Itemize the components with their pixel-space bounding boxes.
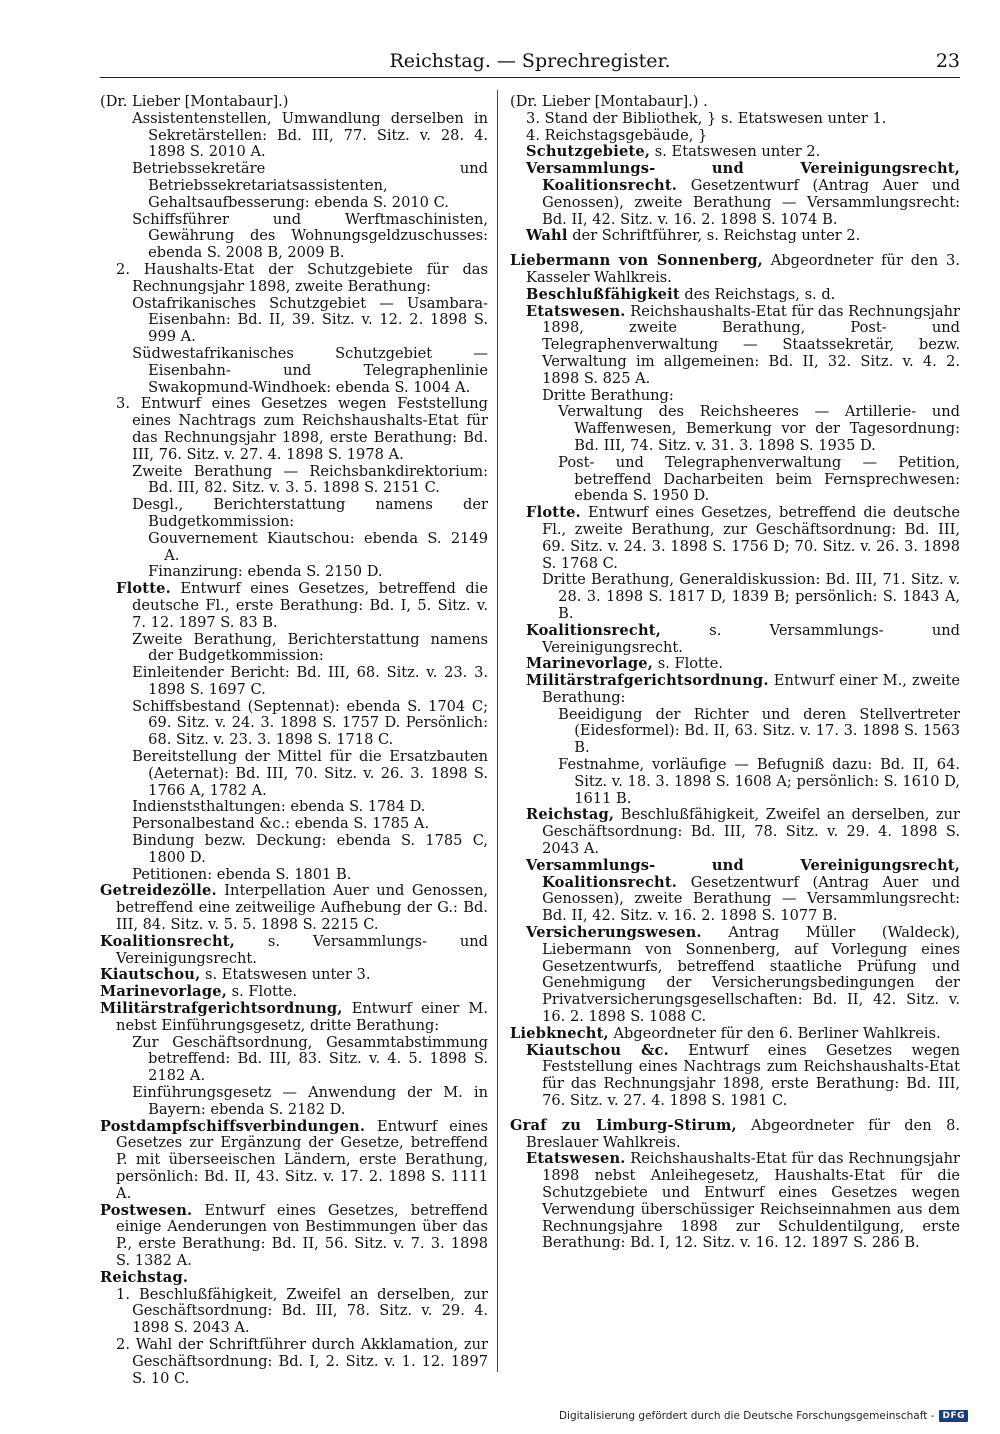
entry-text: Entwurf eines Gesetzes wegen Feststellung eines Nachtrags zum Reichshaushalts-Etat für das Rechnungsjahr 1898, erste Berathung: Bd. III, 76. Sitz. v. 27. 4. 1898 S. 1981 C. (542, 1041, 960, 1110)
entry-keyword: Versicherungswesen. (526, 924, 702, 942)
entry-keyword: Reichstag, (526, 806, 615, 824)
dfg-logo: DFG (939, 1410, 968, 1422)
index-entry (526, 656, 960, 673)
index-entry (510, 94, 960, 111)
index-entry (132, 665, 488, 699)
entry-keyword: Koalitionsrecht, (526, 621, 662, 639)
index-entry (100, 1001, 488, 1035)
entry-text: Ostafrikanisches Schutzgebiet — Usambara-Eisenbahn: Bd. II, 39. Sitz. v. 12. 2. 1898 S. 999 A. (132, 294, 488, 346)
entry-text: Abgeordneter für den 6. Berliner Wahlkreis. (608, 1024, 941, 1042)
entry-text: Interpellation Auer und Genossen, betreffend eine zeitweilige Aufhebung der G.: Bd. III, 84. Sitz. v. 5. 5. 1898 S. 2215 C. (116, 882, 488, 934)
index-entry (132, 833, 488, 867)
entry-keyword: Militärstrafgerichtsordnung, (100, 1000, 343, 1018)
index-entry (526, 161, 960, 228)
entry-text: Personalbestand &c.: ebenda S. 1785 A. (132, 815, 430, 833)
entry-text: Beschlußfähigkeit, Zweifel an derselben, zur Geschäftsordnung: Bd. III, 78. Sitz. v. 29. 4. 1898 S. 2043 A. (542, 806, 960, 858)
index-entry (132, 1035, 488, 1085)
index-entry (526, 858, 960, 925)
entry-text: des Reichstags, s. d. (679, 285, 836, 303)
index-entry (526, 505, 960, 572)
entry-text: Bindung bezw. Deckung: ebenda S. 1785 C, 1800 D. (132, 832, 488, 866)
index-entry (510, 1118, 960, 1152)
column-divider (497, 90, 498, 1372)
running-title: Reichstag. — Sprechregister. (389, 50, 671, 72)
entry-keyword: Postdampfschiffsverbindungen. (100, 1117, 366, 1135)
entry-text: Einleitender Bericht: Bd. III, 68. Sitz. v. 23. 3. 1898 S. 1697 C. (132, 664, 488, 698)
index-entry (526, 144, 960, 161)
entry-text: Gesetzentwurf (Antrag Auer und Genossen), zweite Berathung — Versammlungsrecht: Bd. II, 42. Sitz. v. 16. 2. 1898 S. 1077 B. (542, 873, 960, 925)
entry-text: Desgl., Berichterstattung namens der Budgetkommission: (132, 496, 488, 530)
entry-keyword: Schutzgebiete, (526, 143, 651, 161)
entry-text: Entwurf eines Gesetzes zur Ergänzung der Gesetze, betreffend P. mit überseeischen Ländern, erste Berathung, persönlich: Bd. II, 43. Sitz. v. 17. 2. 1898 S. 1111 A. (116, 1117, 488, 1202)
entry-keyword: Versammlungs- und Vereinigungsrecht, Koalitionsrecht. (526, 160, 960, 194)
index-entry (132, 464, 488, 498)
entry-text: Entwurf eines Gesetzes, betreffend die deutsche Fl., zweite Berathung, zur Geschäftsordnung: Bd. III, 69. Sitz. v. 24. 3. 1898 S. 1756 D; 70. Sitz. v. 26. 3. 1898 S. 1768 C. (542, 504, 960, 572)
index-entry (526, 673, 960, 707)
entry-keyword: Reichstag. (100, 1268, 189, 1286)
index-entry (100, 1270, 488, 1287)
page-header (100, 50, 960, 74)
index-entry (132, 816, 488, 833)
entry-text: Schiffsführer und Werftmaschinisten, Gewährung des Wohnungsgeldzuschusses: ebenda S. 2008 B, 2009 B. (132, 210, 488, 262)
entry-text: Finanzirung: ebenda S. 2150 D. (148, 563, 383, 581)
footer (559, 1410, 968, 1422)
entry-text: Zweite Berathung — Reichsbankdirektorium: Bd. III, 82. Sitz. v. 3. 5. 1898 S. 2151 C. (132, 462, 488, 497)
entry-text: Bereitstellung der Mittel für die Ersatzbauten (Aeternat): Bd. III, 70. Sitz. v. 26. 3. 1898 S. 1766 A, 1782 A. (132, 748, 488, 799)
entry-text: Gesetzentwurf (Antrag Auer und Genossen), zweite Berathung — Versammlungsrecht: Bd. II, 42. Sitz. v. 16. 2. 1898 S. 1074 B. (542, 176, 960, 228)
entry-text: Zweite Berathung, Berichterstattung namens der Budgetkommission: (132, 630, 488, 665)
index-entry (526, 128, 960, 145)
entry-text: s. Flotte. (227, 983, 298, 1001)
entry-text: Gouvernement Kiautschou: ebenda S. 2149 A. (148, 529, 488, 564)
header-rule (100, 77, 960, 78)
index-entry (558, 707, 960, 757)
entry-keyword: Etatswesen. (526, 302, 626, 320)
index-entry (116, 1287, 488, 1337)
entry-text: Entwurf eines Gesetzes, betreffend die deutsche Fl., erste Berathung: Bd. I, 5. Sitz. v. 7. 12. 1897 S. 83 B. (132, 580, 488, 631)
index-entry (558, 757, 960, 807)
index-entry (558, 455, 960, 505)
index-entry (132, 497, 488, 531)
entry-keyword: Marinevorlage, (526, 655, 654, 673)
entry-keyword: Graf zu Limburg-Stirum, (510, 1116, 737, 1134)
index-entry (542, 572, 960, 622)
entry-text: Betriebssekretäre und Betriebssekretariatsassistenten, Gehaltsaufbesserung: ebenda S. 2010 C. (132, 160, 488, 211)
entry-keyword: Flotte. (526, 504, 581, 522)
entry-text: s. Versammlungs- und Vereinigungsrecht. (116, 932, 488, 967)
entry-text: s. Etatswesen unter 2. (650, 143, 821, 161)
index-entry (100, 1203, 488, 1270)
entry-keyword: Beschlußfähigkeit (526, 285, 680, 303)
footer-credit: Digitalisierung gefördert durch die Deutsche Forschungsgemeinschaft - (558, 1410, 935, 1422)
index-entry (526, 228, 960, 245)
index-entry (132, 749, 488, 799)
index-entry (132, 799, 488, 816)
entry-keyword: Wahl (526, 227, 568, 245)
index-entry (132, 111, 488, 161)
entry-text: 2. Wahl der Schriftführer durch Akklamation, zur Geschäftsordnung: Bd. I, 2. Sitz. v. 1. 12. 1897 S. 10 C. (116, 1335, 488, 1387)
entry-text: 3. Stand der Bibliothek, } s. Etatswesen unter 1. (526, 109, 887, 127)
entry-text: Entwurf eines Gesetzes, betreffend einige Aenderungen von Bestimmungen über das P., erste Berathung: Bd. II, 56. Sitz. v. 7. 3. 1898 S. 1382 A. (116, 1201, 488, 1269)
index-entry (526, 807, 960, 857)
entry-keyword: Liebermann von Sonnenberg, (510, 252, 763, 270)
entry-keyword: Versammlungs- und Vereinigungsrecht, Koalitionsrecht. (526, 856, 960, 891)
entry-text: s. Versammlungs- und Vereinigungsrecht. (542, 621, 960, 656)
index-entry (558, 404, 960, 454)
index-entry (132, 212, 488, 262)
entry-keyword: Etatswesen. (526, 1150, 626, 1168)
index-entry (148, 531, 488, 565)
entry-text: (Dr. Lieber [Montabaur].) (100, 93, 289, 110)
entry-keyword: Getreidezölle. (100, 882, 217, 900)
index-entry (116, 262, 488, 296)
entry-text: s. Etatswesen unter 3. (200, 966, 371, 984)
entry-text: 3. Entwurf eines Gesetzes wegen Feststellung eines Nachtrags zum Reichshaushalts-Etat für das Rechnungsjahr 1898, erste Berathung: Bd. III, 76. Sitz. v. 27. 4. 1898 S. 1978 A. (116, 395, 488, 463)
index-entry (100, 1119, 488, 1203)
index-entry (526, 287, 960, 304)
entry-text: Antrag Müller (Waldeck), Liebermann von Sonnenberg, auf Vorlegung eines Gesetzentwurfs, betreffend staatliche Prüfung und Genehmigung der Versicherungsbedingungen der Privatversicherungsgesellschaften: Bd. II, 42. Sitz. v. 16. 2. 1898 S. 1088 C. (542, 924, 960, 1026)
entry-text: (Dr. Lieber [Montabaur].) . (510, 93, 708, 110)
entry-text: Entwurf einer M., zweite Berathung: (542, 672, 960, 706)
entry-text: Beeidigung der Richter und deren Stellvertreter (Eidesformel): Bd. II, 63. Sitz. v. 17. 3. 1898 S. 1563 B. (558, 705, 960, 757)
index-entry (526, 1151, 960, 1252)
index-entry (510, 1026, 960, 1043)
index-entry (100, 984, 488, 1001)
index-entry (116, 1337, 488, 1387)
entry-keyword: Postwesen. (100, 1201, 193, 1219)
index-entry (100, 94, 488, 111)
index-entry (132, 632, 488, 666)
entry-keyword: Kiautschou, (100, 966, 201, 984)
entry-text: Indienststhaltungen: ebenda S. 1784 D. (132, 798, 426, 816)
left-column (100, 94, 488, 1387)
entry-keyword: Militärstrafgerichtsordnung. (526, 672, 769, 690)
entry-text: 2. Haushalts-Etat der Schutzgebiete für das Rechnungsjahr 1898, zweite Berathung: (116, 260, 488, 295)
entry-text: Verwaltung des Reichsheeres — Artillerie- und Waffenwesen, Bemerkung vor der Tagesordnung: Bd. III, 74. Sitz. v. 31. 3. 1898 S. 1935 D. (558, 403, 960, 454)
entry-text: Dritte Berathung, Generaldiskussion: Bd. III, 71. Sitz. v. 28. 3. 1898 S. 1817 D, 1839 B; persönlich: S. 1843 A, B. (542, 571, 960, 622)
entry-text: 4. Reichstagsgebäude, } (526, 126, 708, 144)
entry-text: Reichshaushalts-Etat für das Rechnungsjahr 1898 nebst Anleihegesetz, Haushalts-Etat für die Schutzgebiete und Entwurf eines Gesetzes wegen Verwendung überschüssiger Reichseinnahmen aus dem Rechnungsjahre 1898 zur Schuldentilgung, erste Berathung: Bd. I, 12. Sitz. v. 16. 12. 1897 S. 286 B. (542, 1150, 960, 1252)
entry-text: der Schriftführer, s. Reichstag unter 2. (567, 227, 861, 245)
entry-text: Abgeordneter für den 8. Breslauer Wahlkreis. (526, 1116, 960, 1151)
index-entry (526, 1043, 960, 1110)
index-entry (526, 925, 960, 1026)
entry-text: Entwurf einer M. nebst Einführungsgesetz, dritte Berathung: (116, 1000, 488, 1034)
entry-text: Post- und Telegraphenverwaltung — Petition, betreffend Dacharbeiten beim Fernsprechwesen: ebenda S. 1950 D. (558, 453, 960, 505)
entry-text: Assistentenstellen, Umwandlung derselben in Sekretärstellen: Bd. III, 77. Sitz. v. 28. 4. 1898 S. 2010 A. (132, 109, 488, 161)
index-entry (526, 111, 960, 128)
entry-keyword: Marinevorlage, (100, 983, 228, 1001)
entry-text: Reichshaushalts-Etat für das Rechnungsjahr 1898, zweite Berathung, Post- und Telegraphenverwaltung — Staatssekretär, bezw. Verwaltung im allgemeinen: Bd. II, 32. Sitz. v. 4. 2. 1898 S. 825 A. (542, 302, 960, 387)
index-entry (132, 346, 488, 396)
entry-text: Abgeordneter für den 3. Kasseler Wahlkreis. (526, 252, 960, 286)
entry-text: s. Flotte. (653, 655, 724, 673)
entry-keyword: Kiautschou &c. (526, 1041, 669, 1059)
index-entry (116, 581, 488, 631)
index-entry (100, 934, 488, 968)
entry-keyword: Koalitionsrecht, (100, 932, 235, 950)
entry-text: Zur Geschäftsordnung, Gesammtabstimmung betreffend: Bd. III, 83. Sitz. v. 4. 5. 1898 S. 2182 A. (132, 1033, 488, 1085)
page-number: 23 (935, 50, 960, 72)
index-entry (132, 161, 488, 211)
index-entry (100, 967, 488, 984)
entry-text: Einführungsgesetz — Anwendung der M. in Bayern: ebenda S. 2182 D. (132, 1084, 488, 1118)
index-entry (510, 253, 960, 287)
index-entry (116, 396, 488, 463)
index-entry (132, 699, 488, 749)
entry-text: Dritte Berathung: (542, 386, 674, 404)
entry-text: Festnahme, vorläufige — Befugniß dazu: Bd. II, 64. Sitz. v. 18. 3. 1898 S. 1608 A; persönlich: S. 1610 D, 1611 B. (558, 756, 960, 807)
index-entry (132, 867, 488, 884)
entry-text: Schiffsbestand (Septennat): ebenda S. 1704 C; 69. Sitz. v. 24. 3. 1898 S. 1757 D. Persönlich: 68. Sitz. v. 23. 3. 1898 S. 1718 C. (132, 697, 488, 749)
entry-text: Petitionen: ebenda S. 1801 B. (132, 865, 352, 883)
entry-keyword: Flotte. (116, 580, 171, 598)
index-entry (132, 1085, 488, 1119)
entry-text: 1. Beschlußfähigkeit, Zweifel an derselben, zur Geschäftsordnung: Bd. III, 78. Sitz. v. 29. 4. 1898 S. 2043 A. (116, 1285, 488, 1337)
index-entry (526, 623, 960, 657)
entry-keyword: Liebknecht, (510, 1024, 609, 1042)
right-column (510, 94, 960, 1252)
index-entry (100, 883, 488, 933)
index-entry (132, 296, 488, 346)
index-entry (542, 388, 960, 405)
index-entry (148, 564, 488, 581)
entry-text: Südwestafrikanisches Schutzgebiet — Eisenbahn- und Telegraphenlinie Swakopmund-Windhoek: ebenda S. 1004 A. (132, 344, 488, 396)
index-entry (526, 304, 960, 388)
